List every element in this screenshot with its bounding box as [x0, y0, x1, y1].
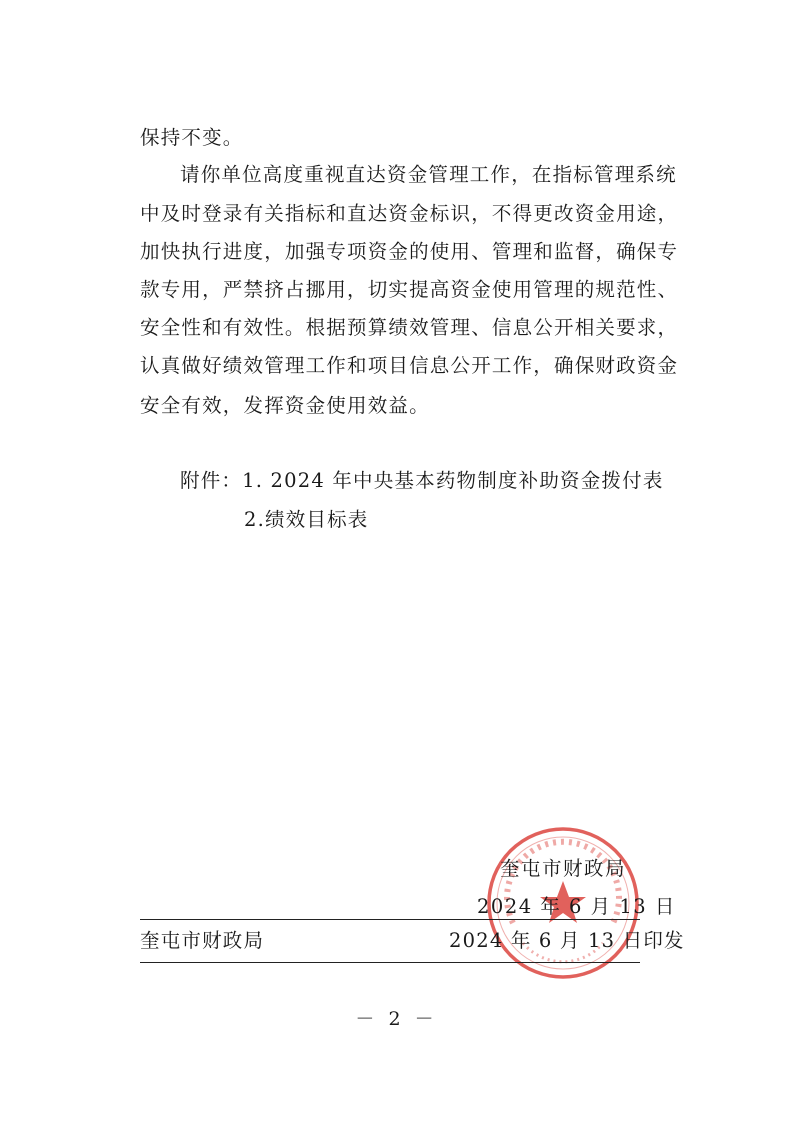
- footer-issue-date: 2024 年 6 月 13 日印发: [449, 929, 685, 952]
- footer-rule-top: [140, 919, 640, 920]
- body-line-2: 请你单位高度重视直达资金管理工作，在指标管理系统: [180, 163, 677, 186]
- footer-issuer: 奎屯市财政局: [140, 929, 265, 952]
- body-line-1: 保持不变。: [140, 126, 244, 149]
- attachment-item-2: 2.绩效目标表: [244, 508, 369, 531]
- footer-rule-bottom: [140, 962, 640, 963]
- body-line-7: 认真做好绩效管理工作和项目信息公开工作，确保财政资金: [140, 354, 679, 377]
- body-line-8: 安全有效，发挥资金使用效益。: [140, 394, 430, 417]
- attachment-item-1: 1. 2024 年中央基本药物制度补助资金拨付表: [242, 469, 664, 492]
- body-line-6: 安全性和有效性。根据预算绩效管理、信息公开相关要求，: [140, 316, 679, 339]
- body-line-4: 加快执行进度，加强专项资金的使用、管理和监督，确保专: [140, 240, 679, 263]
- attachment-line-1: [180, 467, 664, 495]
- body-line-5: 款专用，严禁挤占挪用，切实提高资金使用管理的规范性、: [140, 278, 679, 301]
- attachment-label: 附件：: [180, 469, 243, 492]
- signature-date: 2024 年 6 月 13 日: [477, 895, 676, 918]
- signature-org: 奎屯市财政局: [500, 857, 627, 880]
- page-number: － 2 －: [355, 1008, 438, 1030]
- body-line-3: 中及时登录有关指标和直达资金标识，不得更改资金用途，: [140, 202, 679, 225]
